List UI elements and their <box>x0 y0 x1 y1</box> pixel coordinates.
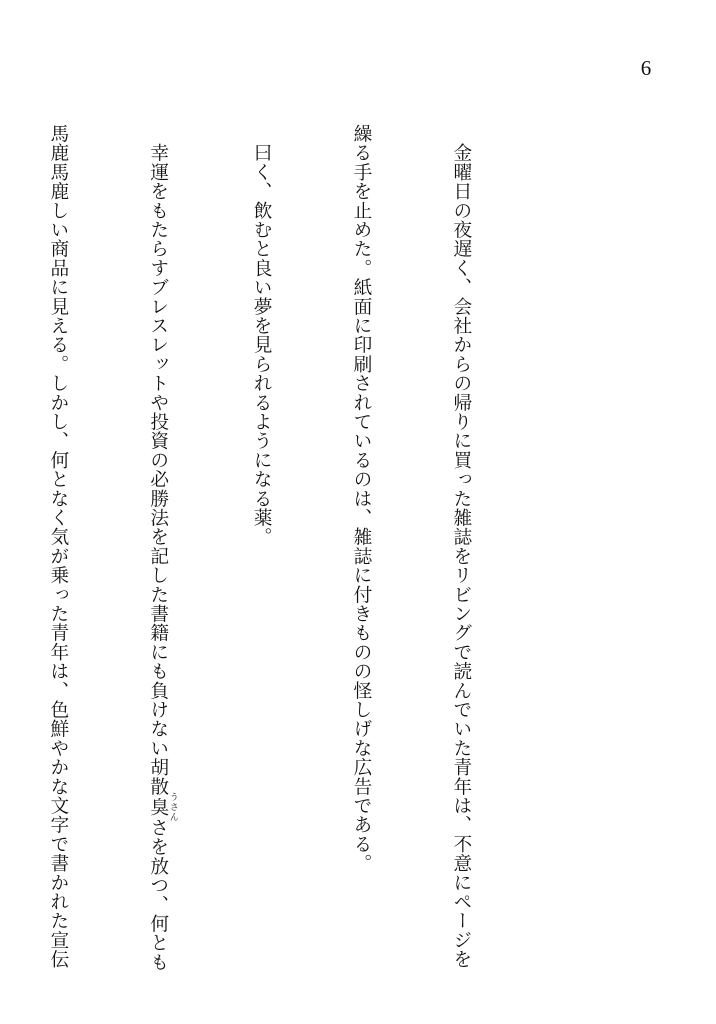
novel-text-block <box>0 124 544 972</box>
text-line: 繰る手を止めた。紙面に印刷されているのは、雑誌に付きものの怪しげな広告である。 <box>350 124 372 873</box>
ruby-suffix: さを放つ、何とも <box>147 818 169 972</box>
text-line-segment: 幸運をもたらすブレスレットや投資の必勝法を記した書籍にも負けない <box>147 124 169 758</box>
page-number: 6 <box>640 56 652 80</box>
ruby-prefix: 胡散 <box>147 757 169 797</box>
text-line: 金曜日の夜遅く、会社からの帰りに買った雑誌をリビングで読んでいた青年は、不意にページを <box>450 124 472 969</box>
ruby-base: 臭 <box>147 792 169 822</box>
ruby-reading: うさん <box>167 792 178 823</box>
text-line: 馬鹿馬鹿しい商品に見える。しかし、何となく気が乗った青年は、色鮮やかな文字で書かれた宣伝 <box>47 124 69 969</box>
text-line-with-ruby <box>141 124 178 972</box>
ruby-annotation <box>147 792 178 823</box>
text-line: 曰く、飲むと良い夢を見られるようになる薬。 <box>250 124 272 547</box>
